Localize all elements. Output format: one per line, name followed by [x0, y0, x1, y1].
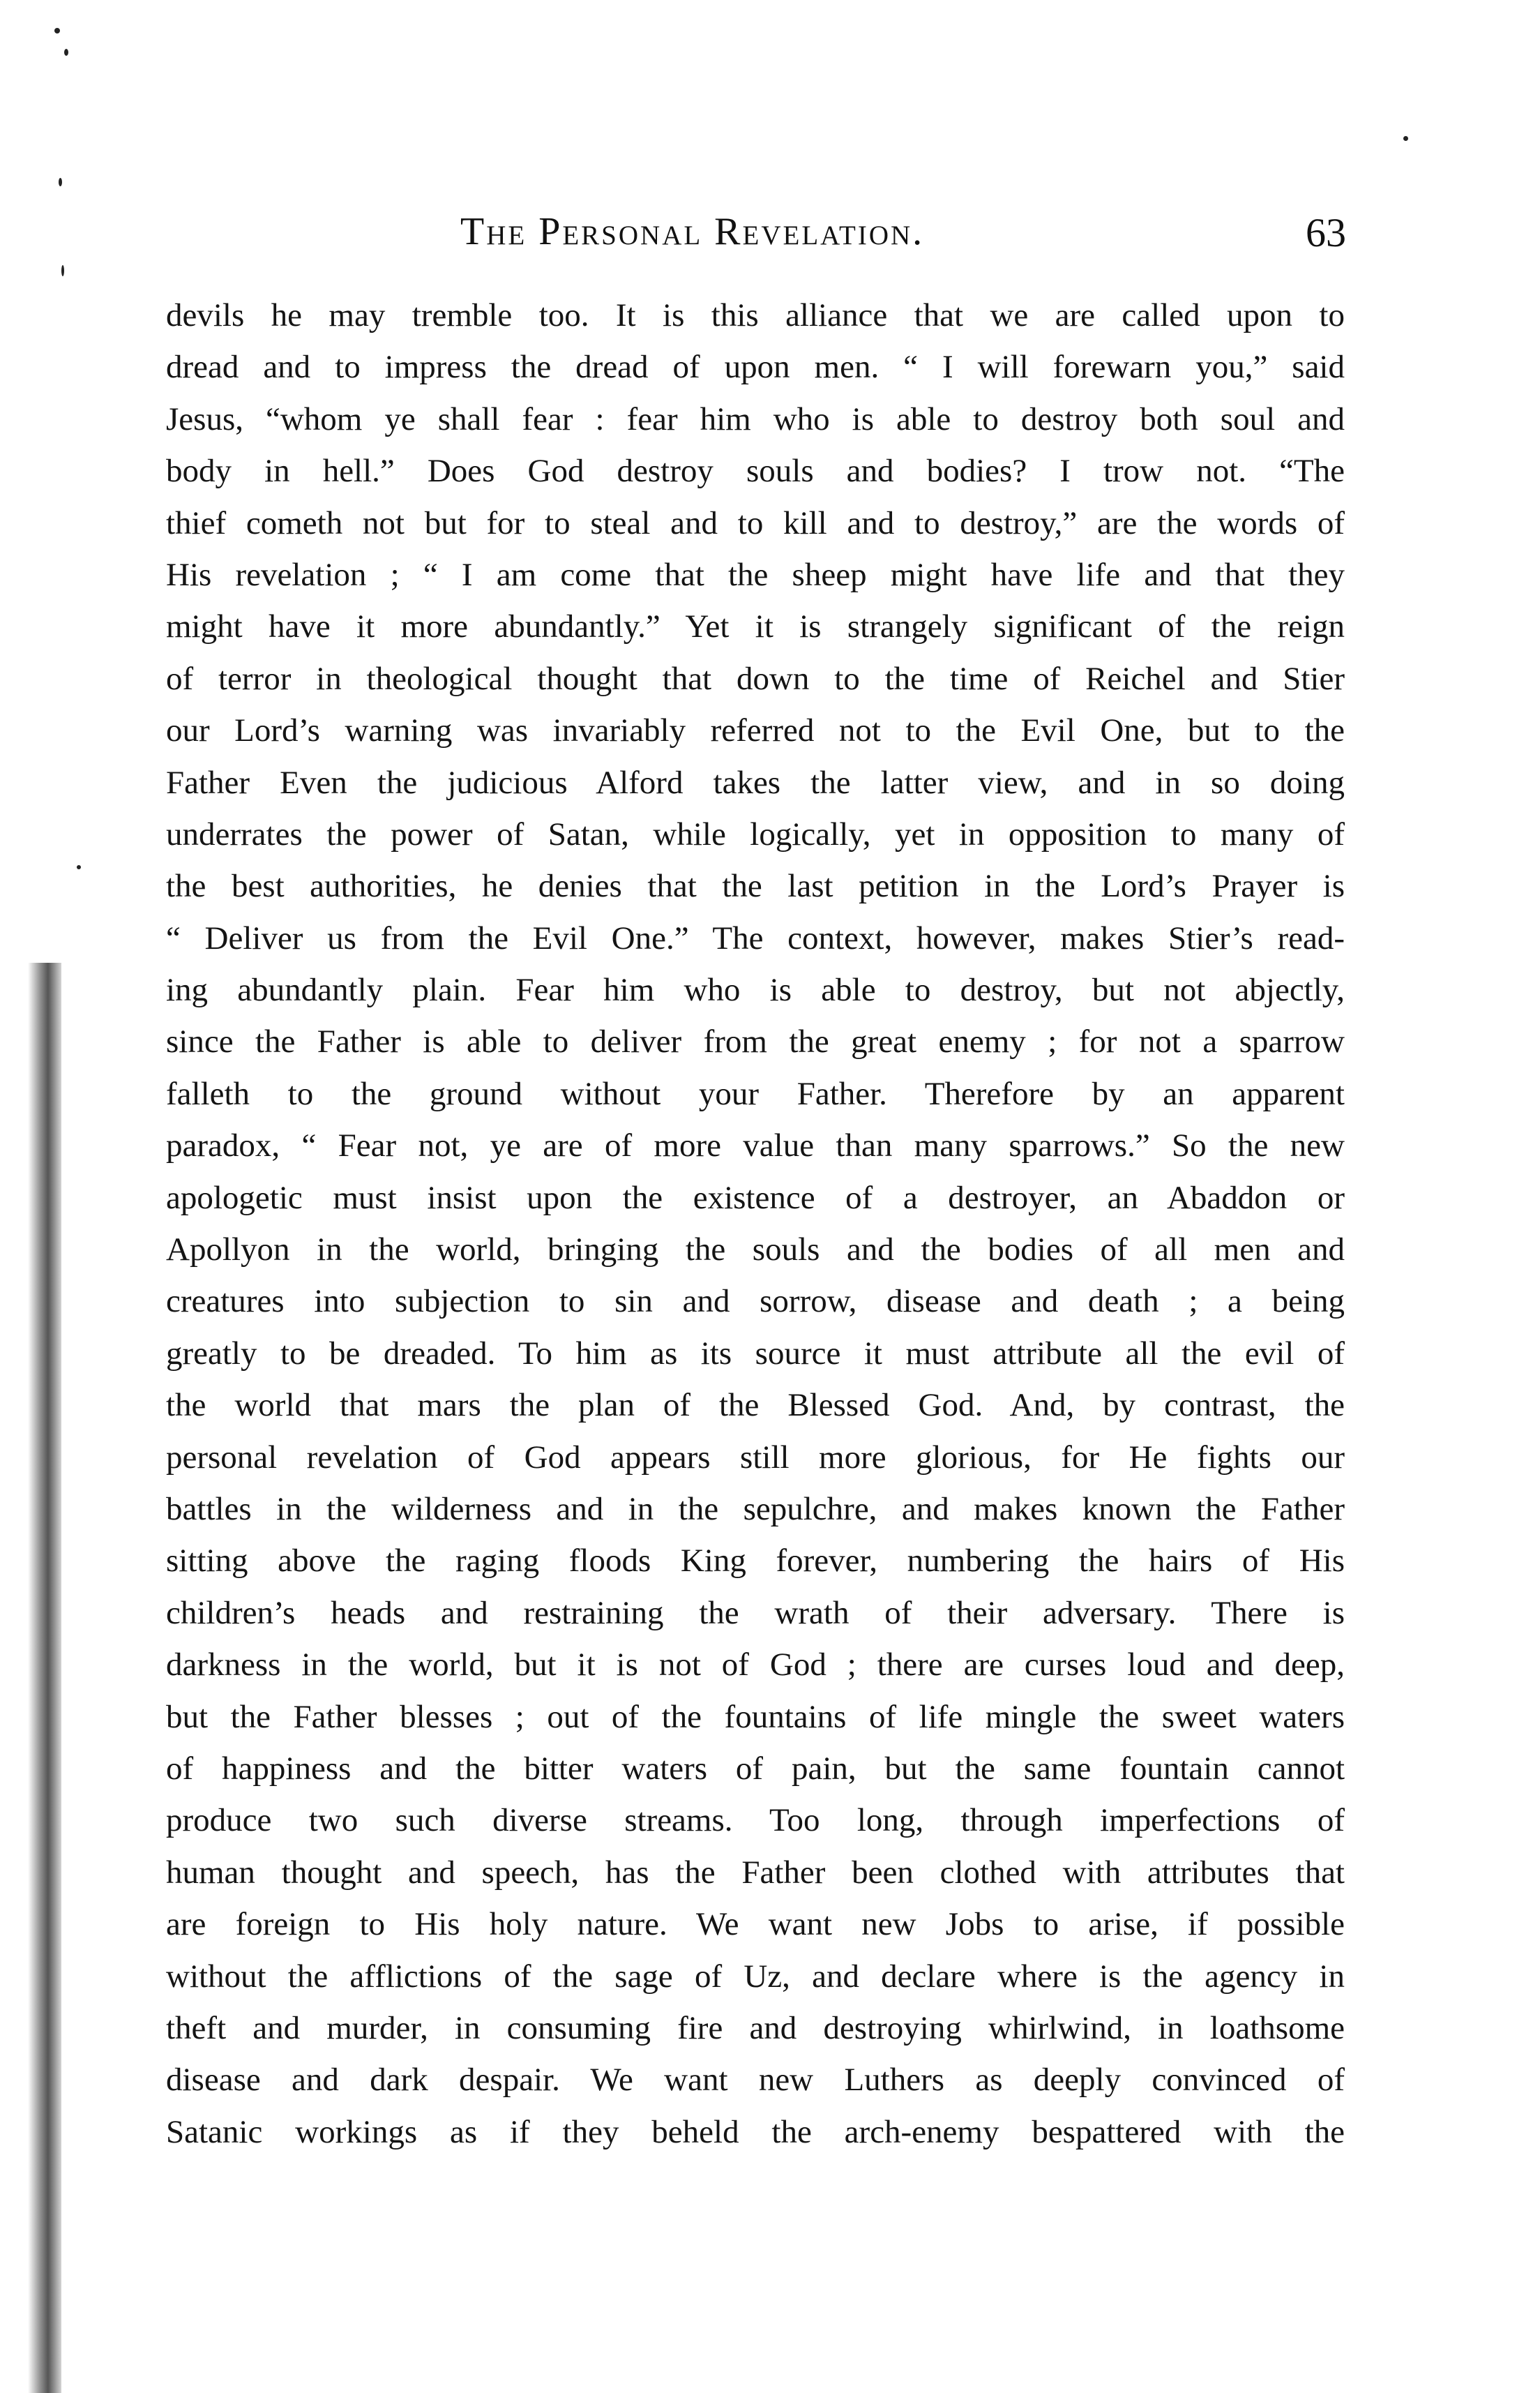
scan-speck [64, 49, 68, 56]
text-line: “ Deliver us from the Evil One.” The context, however, makes Stier’s read- [166, 920, 1345, 957]
text-line: might have it more abundantly.” Yet it is strangely significant of the reign [166, 608, 1345, 645]
text-line: paradox, “ Fear not, ye are of more value than many sparrows.” So the new [166, 1127, 1345, 1164]
text-line: darkness in the world, but it is not of God ; there are curses loud and deep, [166, 1646, 1345, 1683]
page-number: 63 [1306, 210, 1346, 255]
text-line: theft and murder, in consuming fire and destroying whirlwind, in loathsome [166, 2009, 1345, 2046]
text-line: disease and dark despair. We want new Luthers as deeply convinced of [166, 2062, 1345, 2099]
text-line: human thought and speech, has the Father been clothed with attributes that [166, 1854, 1345, 1891]
text-line: sitting above the raging floods King forever, numbering the hairs of His [166, 1543, 1345, 1580]
text-line: Jesus, “whom ye shall fear : fear him who is able to destroy both soul and [166, 400, 1345, 437]
text-line: since the Father is able to deliver from the great enemy ; for not a sparrow [166, 1023, 1345, 1060]
text-line: dread and to impress the dread of upon men. “ I will forewarn you,” said [166, 349, 1345, 386]
text-line: are foreign to His holy nature. We want new Jobs to arise, if possible [166, 1906, 1345, 1943]
running-title: The Personal Revelation. [460, 210, 925, 253]
text-line: underrates the power of Satan, while logically, yet in opposition to many of [166, 816, 1345, 853]
text-line: devils he may tremble too. It is this alliance that we are called upon to [166, 297, 1345, 333]
scan-speck [59, 178, 62, 186]
text-line: but the Father blesses ; out of the fountains of life mingle the sweet waters [166, 1698, 1345, 1735]
text-line: personal revelation of God appears still more glorious, for He fights our [166, 1439, 1345, 1476]
text-line: thief cometh not but for to steal and to kill and to destroy,” are the words of [166, 504, 1345, 541]
scan-speck [77, 865, 81, 869]
text-line: battles in the wilderness and in the sepulchre, and makes known the Father [166, 1490, 1345, 1527]
text-line: His revelation ; “ I am come that the sheep might have life and that they [166, 556, 1345, 593]
text-line: Satanic workings as if they beheld the arch-enemy bespattered with the [166, 2113, 1345, 2150]
scan-speck [1403, 136, 1408, 141]
running-head [460, 209, 1367, 272]
text-line: Apollyon in the world, bringing the souls and the bodies of all men and [166, 1231, 1345, 1268]
body-text [166, 290, 1345, 2158]
scan-speck [61, 265, 64, 276]
text-line: Father Even the judicious Alford takes the latter view, and in so doing [166, 764, 1345, 801]
text-line: children’s heads and restraining the wrath of their adversary. There is [166, 1594, 1345, 1631]
text-line: of happiness and the bitter waters of pain, but the same fountain cannot [166, 1750, 1345, 1787]
text-line: greatly to be dreaded. To him as its source it must attribute all the evil of [166, 1335, 1345, 1372]
text-line: of terror in theological thought that down to the time of Reichel and Stier [166, 660, 1345, 697]
text-line: creatures into subjection to sin and sorrow, disease and death ; a being [166, 1283, 1345, 1320]
text-line: without the afflictions of the sage of Uz, and declare where is the agency in [166, 1958, 1345, 1995]
text-line: body in hell.” Does God destroy souls and bodies? I trow not. “The [166, 453, 1345, 490]
text-line: falleth to the ground without your Father. Therefore by an apparent [166, 1075, 1345, 1112]
text-line: the world that mars the plan of the Blessed God. And, by contrast, the [166, 1387, 1345, 1424]
text-line: apologetic must insist upon the existence of a destroyer, an Abaddon or [166, 1179, 1345, 1216]
text-line: the best authorities, he denies that the last petition in the Lord’s Prayer is [166, 868, 1345, 905]
binding-gutter-shadow [28, 963, 61, 2393]
text-line: produce two such diverse streams. Too long, through imperfections of [166, 1802, 1345, 1839]
text-line: ing abundantly plain. Fear him who is able to destroy, but not abjectly, [166, 972, 1345, 1009]
scan-speck [54, 28, 60, 33]
text-line: our Lord’s warning was invariably referred not to the Evil One, but to the [166, 712, 1345, 749]
